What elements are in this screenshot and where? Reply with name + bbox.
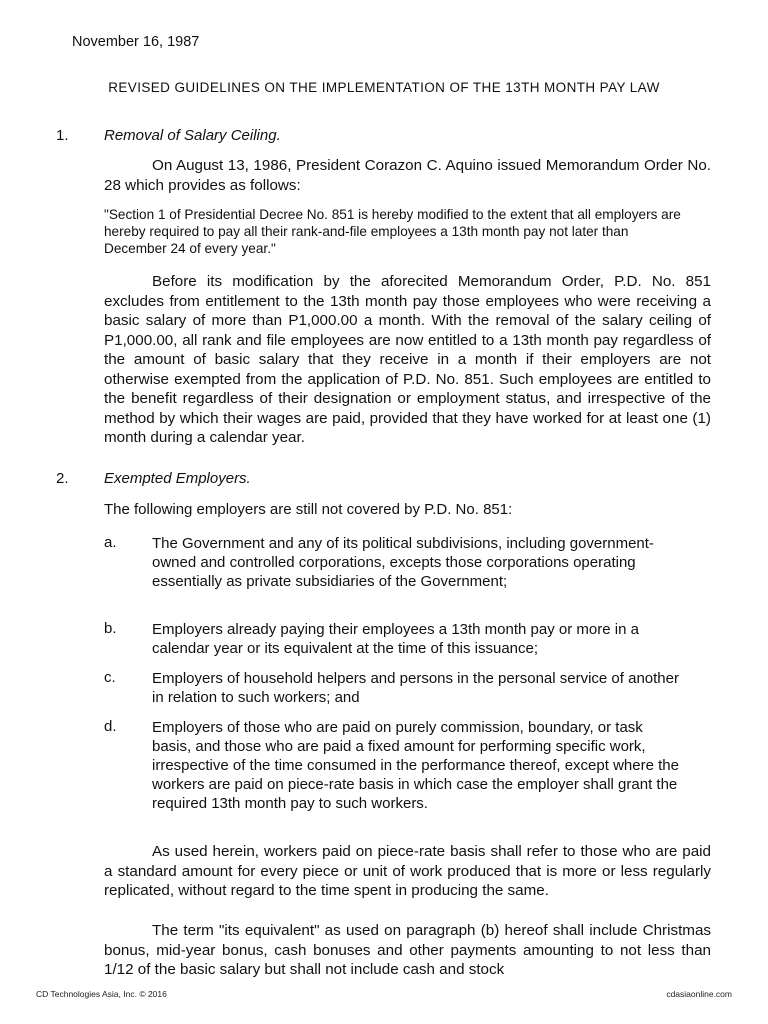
piece-rate-paragraph-text: As used herein, workers paid on piece-rate basis shall refer to those who are paid a standard amount for every piece or unit of work produced that is more or less regularly replicated, without regard to the time spent in producing the same. (104, 843, 711, 899)
footer-copyright: CD Technologies Asia, Inc. © 2016 (36, 989, 167, 999)
list-item-a-text: The Government and any of its political subdivisions, including government-owned and controlled corporations, excepts those corporations operating essentially as private subsidiaries of the Government; (152, 535, 654, 590)
memorandum-quote: "Section 1 of Presidential Decree No. 851 is hereby modified to the extent that all employers are hereby required to pay all their rank-and-file employees a 13th month pay not later than December 24 of every year." (104, 207, 681, 256)
section-2-number: 2. (56, 470, 69, 487)
section-1-paragraph-1 (104, 156, 711, 195)
list-item-b-text: Employers already paying their employees a 13th month pay or more in a calendar year or its equivalent at the time of this issuance; (152, 621, 639, 657)
section-1-paragraph-2 (104, 272, 711, 448)
list-item-d-letter: d. (104, 718, 117, 735)
equivalent-paragraph-text: The term "its equivalent" as used on paragraph (b) hereof shall include Christmas bonus, mid-year bonus, cash bonuses and other payments amounting to not less than 1/12 of the basic salary but shall not include cash and stock (104, 922, 711, 978)
list-item-a-letter: a. (104, 534, 117, 551)
footer-website: cdasiaonline.com (666, 989, 732, 999)
section-1-paragraph-2-text: Before its modification by the aforecited Memorandum Order, P.D. No. 851 excludes from entitlement to the 13th month pay those employees who were receiving a basic salary of more than P1,000.00 a month. With the removal of the salary ceiling of P1,000.00, all rank and file employees are now entitled to a 13th month pay regardless of the amount of basic salary that they receive in a month if their employers are not otherwise exempted from the application of P.D. No. 851. Such employees are entitled to the benefit regardless of their designation or employment status, and irrespective of the method by which their wages are paid, provided that they have worked for at least one (1) month during a calendar year. (104, 273, 711, 446)
section-1-number: 1. (56, 127, 69, 144)
piece-rate-paragraph (104, 842, 711, 901)
equivalent-paragraph (104, 921, 711, 980)
document-date: November 16, 1987 (72, 34, 200, 50)
section-2-heading: Exempted Employers. (104, 470, 251, 487)
list-item-b-letter: b. (104, 620, 117, 637)
list-item-c-text: Employers of household helpers and persons in the personal service of another in relation to such workers; and (152, 670, 679, 706)
list-item-d-text: Employers of those who are paid on purely commission, boundary, or task basis, and those who are paid a fixed amount for performing specific work, irrespective of the time consumed in the performance thereof, except where the workers are paid on piece-rate basis in which case the employer shall grant the required 13th month pay to such workers. (152, 719, 679, 812)
section-1-heading: Removal of Salary Ceiling. (104, 127, 281, 144)
list-item-c-letter: c. (104, 669, 116, 686)
document-title: REVISED GUIDELINES ON THE IMPLEMENTATION OF THE 13TH MONTH PAY LAW (108, 80, 660, 95)
section-2-intro: The following employers are still not covered by P.D. No. 851: (104, 501, 513, 518)
section-1-paragraph-1-text: On August 13, 1986, President Corazon C. Aquino issued Memorandum Order No. 28 which provides as follows: (104, 157, 711, 194)
